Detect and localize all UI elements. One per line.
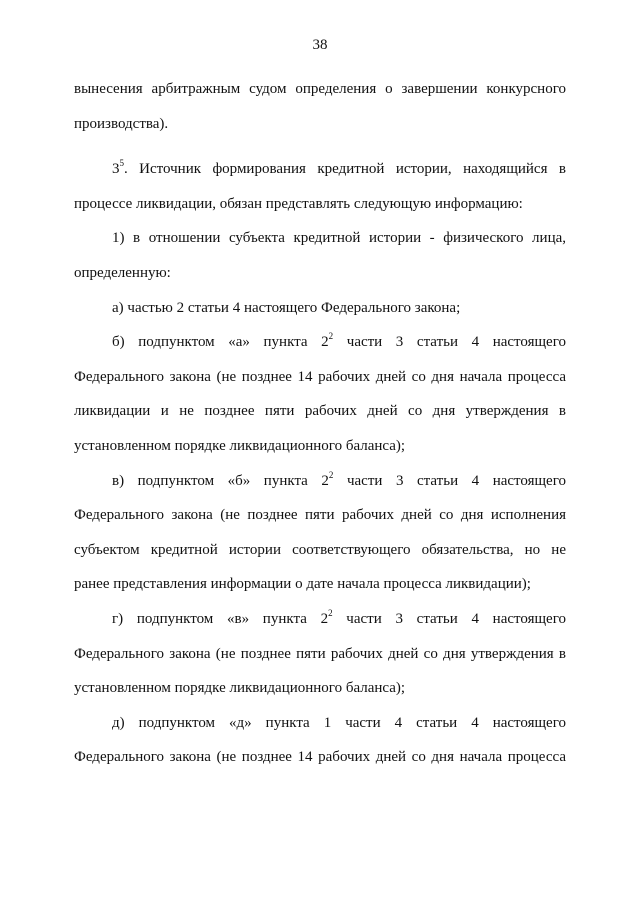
text-fragment: б) подпунктом «а» пункта 2	[112, 334, 329, 351]
text-line: д) подпунктом «д» пункта 1 части 4 статьи 4 настоящего	[112, 714, 566, 731]
text-fragment: в) подпунктом «б» пункта 2	[112, 472, 329, 489]
section-number: 3	[112, 161, 120, 178]
text-line: Федерального закона (не позднее пяти рабочих дней со дня исполнения	[74, 507, 566, 524]
clause-v-line	[74, 464, 566, 499]
superscript: 2	[328, 607, 333, 618]
text-line: установленном порядке ликвидационного баланса);	[74, 680, 406, 697]
text-fragment: . Источник формирования кредитной истории, находящийся в	[124, 161, 566, 178]
document-body	[74, 72, 566, 775]
text-line: 1) в отношении субъекта кредитной истории - физического лица,	[112, 230, 566, 247]
text-line: установленном порядке ликвидационного баланса);	[74, 437, 406, 454]
page-number: 38	[312, 37, 328, 53]
superscript: 2	[328, 469, 334, 480]
superscript: 2	[328, 331, 334, 342]
clause-b-line	[74, 325, 566, 360]
text-fragment: г) подпунктом «в» пункта 2	[112, 610, 329, 627]
clause-g-line	[74, 602, 566, 637]
text-line: субъектом кредитной истории соответствующего обязательства, но не	[74, 541, 566, 558]
text-line: определенную:	[74, 264, 171, 281]
text-fragment: части 3 статьи 4 настоящего	[333, 334, 566, 351]
text-line: ранее представления информации о дате начала процесса ликвидации);	[74, 576, 531, 593]
text-line: Федерального закона (не позднее 14 рабочих дней со дня начала процесса	[74, 749, 566, 766]
text-line: ликвидации и не позднее пяти рабочих дней со дня утверждения в	[74, 403, 566, 420]
superscript: 5	[119, 158, 124, 169]
text-line: а) частью 2 статьи 4 настоящего Федерального закона;	[112, 299, 461, 316]
text-fragment: части 3 статьи 4 настоящего	[332, 610, 566, 627]
text-line: вынесения арбитражным судом определения о завершении конкурсного	[74, 81, 566, 97]
text-line: производства).	[74, 115, 169, 132]
text-line: Федерального закона (не позднее 14 рабочих дней со дня начала процесса	[74, 368, 566, 385]
text-line: процессе ликвидации, обязан представлять следующую информацию:	[74, 195, 523, 212]
text-line: Федерального закона (не позднее пяти рабочих дней со дня утверждения в	[74, 645, 566, 662]
text-fragment: части 3 статьи 4 настоящего	[333, 472, 566, 489]
paragraph-3-5-line	[74, 152, 566, 187]
